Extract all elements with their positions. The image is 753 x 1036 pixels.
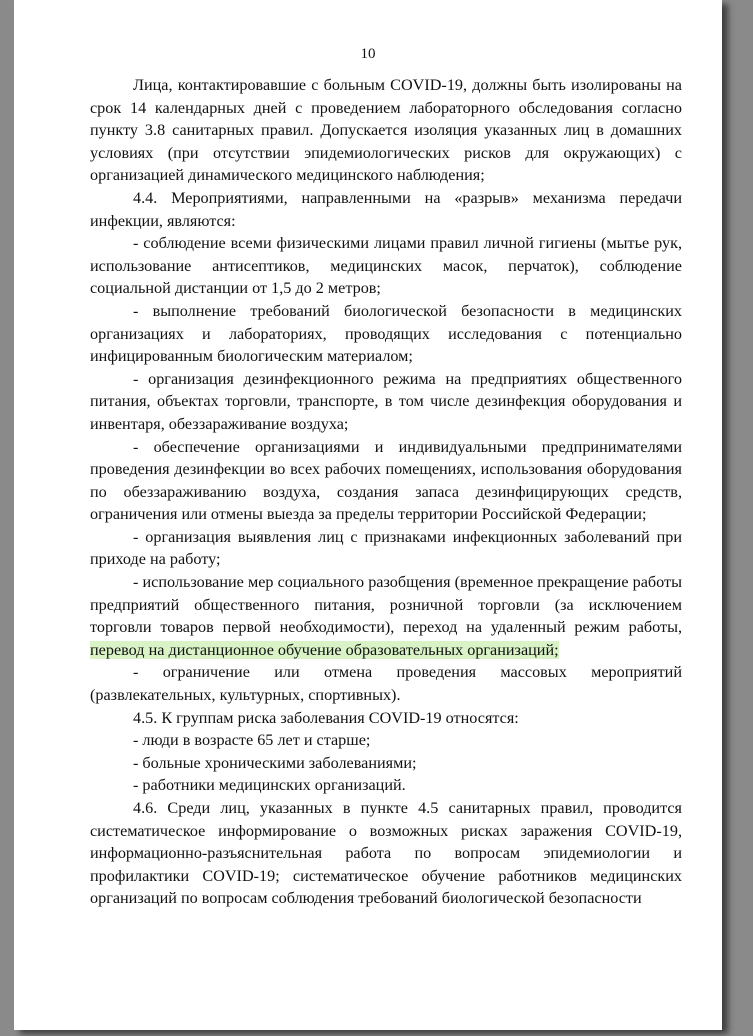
list-item-age-65: - люди в возрасте 65 лет и старше; (133, 731, 371, 750)
list-item-social-distancing-measures (90, 571, 682, 661)
page-number: 10 (360, 46, 376, 62)
social-distancing-text: - использование мер социального разобщения (временное прекращение работы предприятий общественного питания, розничной торговли (за исключением торговли товаров первой необходимости), переход на удаленный режим работы, (90, 573, 682, 637)
list-item-mass-events: - ограничение или отмена проведения массовых мероприятий (развлекательных, культурных, спортивных). (90, 663, 682, 705)
list-item-identify-symptoms: - организация выявления лиц с признаками инфекционных заболеваний при приходе на работу; (90, 527, 682, 569)
document-body (90, 74, 682, 910)
list-item-biosafety: - выполнение требований биологической безопасности в медицинских организациях и лабораториях, проводящих исследования с потенциально инфицированным биологическим материалом; (90, 301, 682, 366)
paragraph-section-4-5: 4.5. К группам риска заболевания COVID-19 относятся: (133, 708, 519, 727)
list-item-medical-workers: - работники медицинских организаций. (133, 776, 406, 795)
paragraph-contacts-isolation: Лица, контактировавшие с больным COVID-19, должны быть изолированы на срок 14 календарных дней с проведением лабораторного обследования согласно пункту 3.8 санитарных правил. Допускается изоляция указанных лиц в домашних условиях (при отсутствии эпидемиологических рисков для окружающих) с организацией динамического медицинского наблюдения; (90, 76, 682, 185)
list-item-disinfection-regime: - организация дезинфекционного режима на предприятиях общественного питания, объектах торговли, транспорте, в том числе дезинфекция оборудования и инвентаря, обеззараживание воздуха; (90, 369, 682, 433)
document-page (14, 0, 722, 1030)
list-item-personal-hygiene: - соблюдение всеми физическими лицами правил личной гигиены (мытье рук, использование антисептиков, медицинских масок, перчаток), соблюдение социальной дистанции от 1,5 до 2 метров; (90, 234, 682, 298)
paragraph-section-4-4: 4.4. Мероприятиями, направленными на «разрыв» механизма передачи инфекции, являются: (90, 188, 682, 230)
highlighted-distance-learning: перевод на дистанционное обучение образовательных организаций; (90, 640, 559, 659)
list-item-chronic-diseases: - больные хроническими заболеваниями; (133, 753, 417, 772)
list-item-entrepreneurs-disinfection: - обеспечение организациями и индивидуальными предпринимателями проведения дезинфекции во всех рабочих помещениях, использования оборудования по обеззараживанию воздуха, создания запаса дезинфицирующих средств, ограничения или отмены выезда за пределы территории Российской Федерации; (90, 437, 682, 524)
paragraph-section-4-6: 4.6. Среди лиц, указанных в пункте 4.5 санитарных правил, проводится систематическое информирование о возможных рисках заражения COVID-19, информационно-разъяснительная работа по вопросам эпидемиологии и профилактики COVID-19; систематическое обучение работников медицинских организаций по вопросам соблюдения требований биологической безопасности (90, 799, 682, 908)
